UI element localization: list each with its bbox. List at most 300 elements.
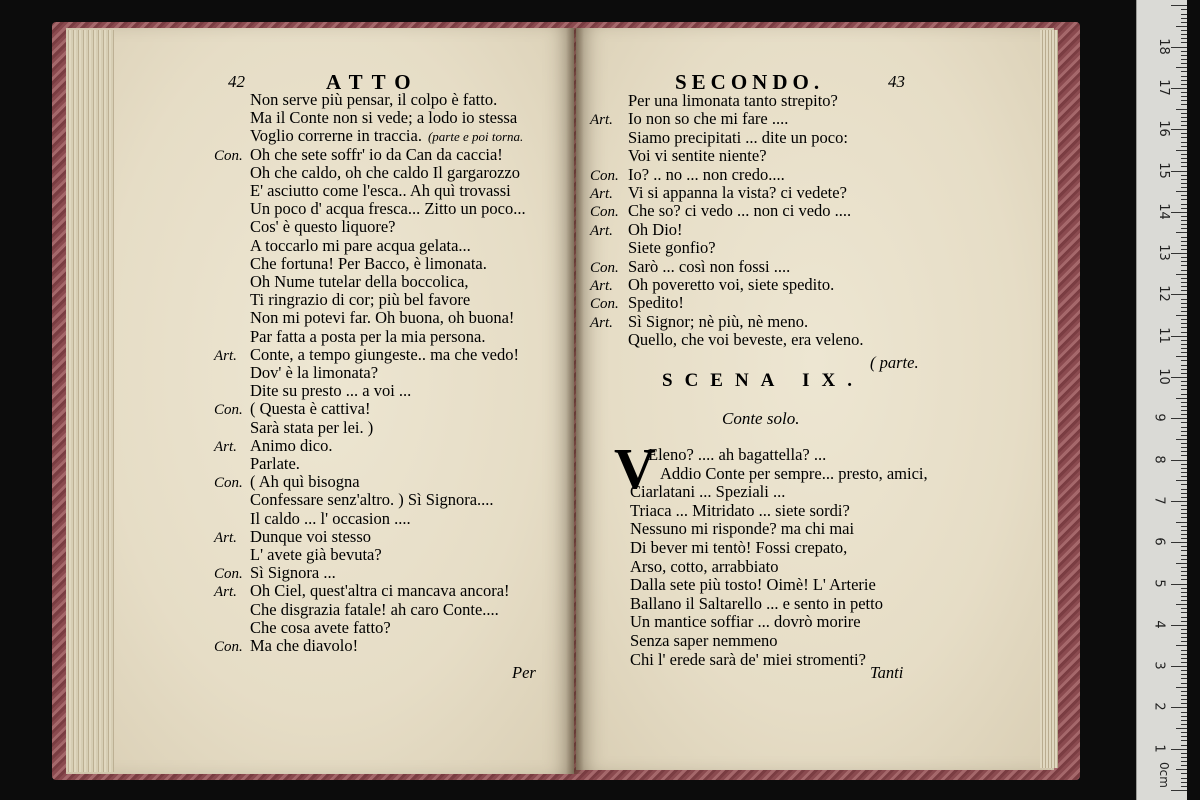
ruler-tick [1181,683,1187,684]
ruler-tick [1181,559,1187,560]
ruler-tick [1181,249,1187,250]
ruler-tick [1181,761,1187,762]
ruler-tick [1181,22,1187,23]
verse-line: Voglio correrne in traccia. (parte e poi torna. [250,126,524,146]
ruler-tick [1181,204,1187,205]
ruler-number: 3 [1151,661,1167,670]
ruler-number: 7 [1151,496,1167,505]
speaker-label: Art. [214,438,237,455]
ruler-tick [1171,47,1187,48]
ruler-number: 6 [1151,537,1167,546]
ruler-tick [1181,241,1187,242]
ruler-number: 11 [1155,326,1171,344]
speaker-label: Art. [214,529,237,546]
ruler-tick [1171,707,1187,708]
monologue-line: Dalla sete più tosto! Oimè! L' Arterie [630,575,876,595]
ruler-tick [1181,534,1187,535]
ruler-tick [1181,92,1187,93]
ruler-number: 2 [1151,702,1167,712]
ruler-tick [1171,501,1187,502]
verse-line: Ma che diavolo! [250,636,359,655]
ruler-tick [1176,356,1187,357]
verse-line: L' avete già bevuta? [250,545,382,564]
speaker-label: Art. [590,112,613,129]
ruler-tick [1181,187,1187,188]
ruler-number: 10 [1155,368,1171,385]
ruler-tick [1181,472,1187,473]
book-gutter [566,28,584,774]
ruler-tick [1181,621,1187,622]
verse-line: Sarà stata per lei. ) [250,417,374,437]
ruler-tick [1181,670,1187,671]
ruler-tick [1181,220,1187,221]
ruler-tick [1181,695,1187,696]
speaker-label: Con. [214,402,243,419]
ruler-tick [1181,323,1187,324]
ruler-tick [1181,237,1187,238]
speaker-label: Con. [590,296,619,313]
ruler-tick [1181,402,1187,403]
ruler-number: 13 [1155,244,1171,261]
ruler-tick [1181,786,1187,787]
ruler-tick [1181,724,1187,725]
ruler-tick [1181,773,1187,774]
ruler-tick [1181,732,1187,733]
ruler-tick [1181,340,1187,341]
ruler-tick [1181,34,1187,35]
ruler-tick [1181,319,1187,320]
ruler-tick [1176,67,1187,68]
monologue-line: Nessuno mi risponde? ma chi mai [630,519,855,539]
ruler-tick [1181,265,1187,266]
verse-line: Oh che sete soffr' io da Can da caccia! [250,144,503,164]
speaker-label: Art. [214,584,237,601]
ruler-tick [1181,290,1187,291]
ruler-tick [1181,125,1187,126]
stage-direction: (parte e poi torna. [427,129,524,145]
ruler-tick [1171,542,1187,543]
ruler-tick [1181,422,1187,423]
ruler-tick [1181,451,1187,452]
left-page-number: 42 [228,72,245,91]
ruler-number: 17 [1155,79,1171,96]
ruler-tick [1181,303,1187,304]
ruler-tick [1181,299,1187,300]
ruler-tick [1181,133,1187,134]
ruler-tick [1181,195,1187,196]
ruler-number: 1 [1151,744,1167,753]
verse-line: Che disgrazia fatale! ah caro Conte.... [250,599,499,619]
scene-subtitle: Conte solo. [722,409,800,428]
ruler-tick [1181,179,1187,180]
ruler-tick [1181,699,1187,700]
exit-direction: ( parte. [870,353,919,372]
ruler-tick [1181,71,1187,72]
ruler-tick [1181,745,1187,746]
verse-line: Non mi potevi far. Oh buona, oh buona! [250,308,515,328]
ruler-tick [1181,224,1187,225]
verse-line: Par fatta a posta per la mia persona. [250,326,486,346]
ruler-tick [1171,212,1187,213]
speaker-label: Con. [214,475,243,492]
ruler-tick [1181,617,1187,618]
verse-line: Dov' è la limonata? [250,363,379,382]
ruler-tick [1181,286,1187,287]
ruler-tick [1171,377,1187,378]
ruler-tick [1181,137,1187,138]
ruler-tick [1176,645,1187,646]
ruler-tick [1181,14,1187,15]
monologue-line: Ballano il Saltarello ... e sento in petto [630,593,883,613]
ruler-tick [1181,117,1187,118]
ruler-tick [1181,571,1187,572]
ruler-tick [1181,678,1187,679]
ruler-tick [1181,431,1187,432]
ruler-tick [1181,146,1187,147]
ruler-tick [1176,687,1187,688]
ruler-tick [1181,443,1187,444]
verse-line: Siamo precipitati ... dite un poco: [628,127,848,147]
left-page-edges [66,30,114,772]
speaker-label: Con. [590,259,619,276]
ruler-tick [1181,175,1187,176]
ruler-tick [1181,736,1187,737]
ruler-tick [1181,712,1187,713]
ruler-tick [1181,80,1187,81]
ruler-tick [1171,460,1187,461]
ruler-tick [1181,199,1187,200]
monologue-line: Un mantice soffiar ... dovrò morire [630,612,861,632]
verse-line: Sarò ... così non fossi .... [628,256,791,276]
ruler-tick [1181,517,1187,518]
ruler-tick [1181,59,1187,60]
verse-line: ( Ah quì bisogna [250,472,360,492]
monologue-line: Eleno? .... ah bagattella? ... [648,445,827,464]
ruler-tick [1181,104,1187,105]
ruler-tick [1181,757,1187,758]
ruler-tick [1181,270,1187,271]
verse-line: Siete gonfio? [628,238,716,258]
verse-line: Oh poveretto voi, siete spedito. [628,275,835,294]
right-page-edges [1040,30,1058,768]
speaker-label: Art. [214,347,237,364]
ruler-number: 15 [1155,161,1171,179]
ruler-tick [1181,588,1187,589]
ruler-tick [1181,360,1187,361]
ruler-tick [1181,650,1187,651]
verse-line: Non serve più pensar, il colpo è fatto. [250,90,498,109]
monologue-line: Di bever mi tentò! Fossi crepato, [630,538,848,557]
ruler-tick [1181,30,1187,31]
ruler-tick [1176,150,1187,151]
ruler-tick [1171,584,1187,585]
ruler-tick [1181,740,1187,741]
ruler-tick [1181,278,1187,279]
verse-line: E' asciutto come l'esca.. Ah quì trovassi [250,181,511,200]
ruler-tick [1181,550,1187,551]
ruler-tick [1176,604,1187,605]
ruler-tick [1171,5,1187,6]
ruler-tick [1181,385,1187,386]
ruler-tick [1181,18,1187,19]
verse-line: Spedito! [628,293,684,313]
scene-heading: SCENA IX. [662,370,864,391]
monologue-line: Addio Conte per sempre... presto, amici, [660,463,928,483]
ruler-tick [1181,282,1187,283]
verse-line: Quello, che voi beveste, era veleno. [628,330,864,350]
ruler-tick [1181,394,1187,395]
ruler-number: 4 [1151,620,1167,629]
ruler-tick [1181,9,1187,10]
ruler-tick [1181,674,1187,675]
ruler-tick [1176,26,1187,27]
ruler-tick [1181,489,1187,490]
ruler-tick [1181,579,1187,580]
ruler-tick [1181,778,1187,779]
ruler-number: 8 [1151,454,1167,464]
verse-line: A toccarlo mi pare acqua gelata... [250,235,471,255]
ruler-tick [1171,336,1187,337]
ruler-tick [1176,315,1187,316]
ruler-tick [1181,691,1187,692]
ruler-tick [1181,55,1187,56]
ruler-tick [1181,332,1187,333]
ruler-tick [1181,753,1187,754]
ruler-tick [1181,365,1187,366]
measuring-ruler [1136,0,1187,800]
ruler-tick [1181,662,1187,663]
ruler-tick [1181,455,1187,456]
ruler-tick [1176,563,1187,564]
ruler-tick [1181,42,1187,43]
verse-line: Ti ringrazio di cor; più bel favore [250,290,471,310]
ruler-tick [1181,100,1187,101]
speaker-label: Art. [590,278,613,294]
ruler-tick [1181,121,1187,122]
ruler-tick [1171,790,1187,791]
ruler-tick [1181,216,1187,217]
ruler-tick [1181,782,1187,783]
ruler-tick [1181,84,1187,85]
ruler-tick [1181,600,1187,601]
speaker-label: Art. [590,222,613,239]
ruler-number: 14 [1155,203,1171,220]
right-catchword: Tanti [870,663,904,682]
verse-line: Il caldo ... l' occasion .... [250,508,411,528]
ruler-tick [1176,274,1187,275]
ruler-tick [1181,414,1187,415]
ruler-tick [1181,641,1187,642]
ruler-tick [1181,245,1187,246]
ruler-tick [1181,311,1187,312]
ruler-tick [1171,88,1187,89]
ruler-tick [1181,567,1187,568]
ruler-tick [1171,749,1187,750]
verse-line: Vi si appanna la vista? ci vedete? [628,183,847,202]
ruler-tick [1171,171,1187,172]
verse-line: Io? .. no ... non credo.... [628,164,785,184]
verse-line: Ma il Conte non si vede; a lodo io stessa [250,108,518,128]
ruler-unit-label: 0cm [1156,762,1171,788]
ruler-tick [1181,389,1187,390]
ruler-tick [1181,513,1187,514]
left-running-head: ATTO [326,70,420,94]
ruler-tick [1181,352,1187,353]
ruler-tick [1181,208,1187,209]
ruler-tick [1181,261,1187,262]
verse-line: Oh che caldo, oh che caldo Il gargarozzo [250,162,520,182]
monologue-line: Ciarlatani ... Speziali ... [630,482,786,502]
ruler-tick [1181,509,1187,510]
ruler-tick [1181,546,1187,547]
verse-line: Oh Nume tutelar della boccolica, [250,272,469,291]
ruler-tick [1181,51,1187,52]
ruler-tick [1171,625,1187,626]
ruler-tick [1181,158,1187,159]
monologue-line: Arso, cotto, arrabbiato [630,556,779,576]
ruler-number: 5 [1151,578,1167,588]
ruler-tick [1171,129,1187,130]
ruler-tick [1181,497,1187,498]
verse-line: Sì Signora ... [250,563,336,583]
speaker-label: Con. [590,204,619,221]
verse-line: ( Questa è cattiva! [250,399,371,419]
ruler-tick [1181,162,1187,163]
ruler-tick [1181,344,1187,345]
ruler-tick [1181,38,1187,39]
ruler-tick [1181,348,1187,349]
ruler-tick [1181,720,1187,721]
ruler-tick [1181,633,1187,634]
ruler-tick [1176,109,1187,110]
ruler-number: 18 [1155,37,1171,55]
monologue-line: Triaca ... Mitridato ... siete sordi? [630,500,850,520]
ruler-tick [1181,381,1187,382]
ruler-tick [1176,522,1187,523]
ruler-tick [1171,418,1187,419]
ruler-tick [1181,369,1187,370]
ruler-tick [1176,232,1187,233]
ruler-tick [1181,154,1187,155]
ruler-tick [1181,307,1187,308]
ruler-tick [1181,505,1187,506]
ruler-tick [1176,398,1187,399]
ruler-tick [1181,327,1187,328]
ruler-tick [1181,464,1187,465]
monologue-line: Chi l' erede sarà de' miei stromenti? [630,649,866,669]
ruler-tick [1181,468,1187,469]
ruler-tick [1181,654,1187,655]
ruler-tick [1176,769,1187,770]
ruler-tick [1181,447,1187,448]
ruler-tick [1176,480,1187,481]
verse-line: Dunque voi stesso [250,526,371,546]
ruler-tick [1181,575,1187,576]
verse-line: Dite su presto ... a voi ... [250,381,412,401]
speaker-label: Art. [590,186,613,202]
ruler-tick [1181,538,1187,539]
speaker-label: Art. [590,314,613,331]
ruler-tick [1181,228,1187,229]
speaker-label: Con. [214,566,243,583]
right-running-head: SECONDO. [675,70,825,94]
ruler-tick [1181,406,1187,407]
ruler-tick [1181,476,1187,477]
ruler-tick [1181,658,1187,659]
ruler-tick [1181,63,1187,64]
speaker-label: Con. [214,147,243,164]
ruler-tick [1181,596,1187,597]
ruler-number: 12 [1155,285,1171,303]
ruler-tick [1181,608,1187,609]
verse-line: Io non so che mi fare .... [628,109,789,129]
ruler-tick [1181,427,1187,428]
ruler-tick [1171,294,1187,295]
ruler-number: 9 [1151,413,1167,422]
right-page-number: 43 [888,72,905,91]
ruler-tick [1181,113,1187,114]
ruler-number: 16 [1155,120,1171,137]
ruler-tick [1181,716,1187,717]
ruler-tick [1181,166,1187,167]
verse-line: Cos' è questo liquore? [250,217,396,237]
speaker-label: Con. [214,639,243,655]
ruler-tick [1181,530,1187,531]
ruler-tick [1176,191,1187,192]
verse-line: Conte, a tempo giungeste.. ma che vedo! [250,344,519,364]
verse-line: Animo dico. [250,435,333,455]
verse-line: Che fortuna! Per Bacco, è limonata. [250,253,487,273]
verse-line: Parlate. [250,454,300,473]
verse-line: Sì Signor; nè più, nè meno. [628,311,809,331]
ruler-tick [1181,96,1187,97]
ruler-tick [1171,253,1187,254]
verse-line: Oh Ciel, quest'altra ci mancava ancora! [250,581,510,601]
ruler-tick [1171,666,1187,667]
ruler-tick [1181,592,1187,593]
ruler-tick [1181,410,1187,411]
ruler-tick [1181,612,1187,613]
verse-line: Voi vi sentite niente? [628,146,767,166]
ruler-tick [1181,257,1187,258]
ruler-tick [1181,765,1187,766]
verse-line: Oh Dio! [628,219,683,239]
ruler-tick [1181,629,1187,630]
ruler-tick [1181,526,1187,527]
ruler-tick [1181,183,1187,184]
ruler-tick [1181,555,1187,556]
ruler-tick [1181,76,1187,77]
ruler-tick [1181,435,1187,436]
verse-line: Confessare senz'altro. ) Sì Signora.... [250,490,494,510]
verse-line: Che cosa avete fatto? [250,617,391,637]
drop-cap: V [614,436,656,501]
ruler-tick [1181,373,1187,374]
speaker-label: Con. [590,167,619,184]
ruler-tick [1181,493,1187,494]
ruler-tick [1181,637,1187,638]
monologue-line: Senza saper nemmeno [630,631,778,650]
verse-line: Che so? ci vedo ... non ci vedo .... [628,201,852,221]
ruler-tick [1181,703,1187,704]
ruler-tick [1176,728,1187,729]
verse-line: Un poco d' acqua fresca... Zitto un poco... [250,199,526,219]
left-catchword: Per [512,663,536,682]
ruler-tick [1176,439,1187,440]
ruler-tick [1181,484,1187,485]
ruler-tick [1181,142,1187,143]
verse-line: Per una limonata tanto strepito? [628,91,838,110]
